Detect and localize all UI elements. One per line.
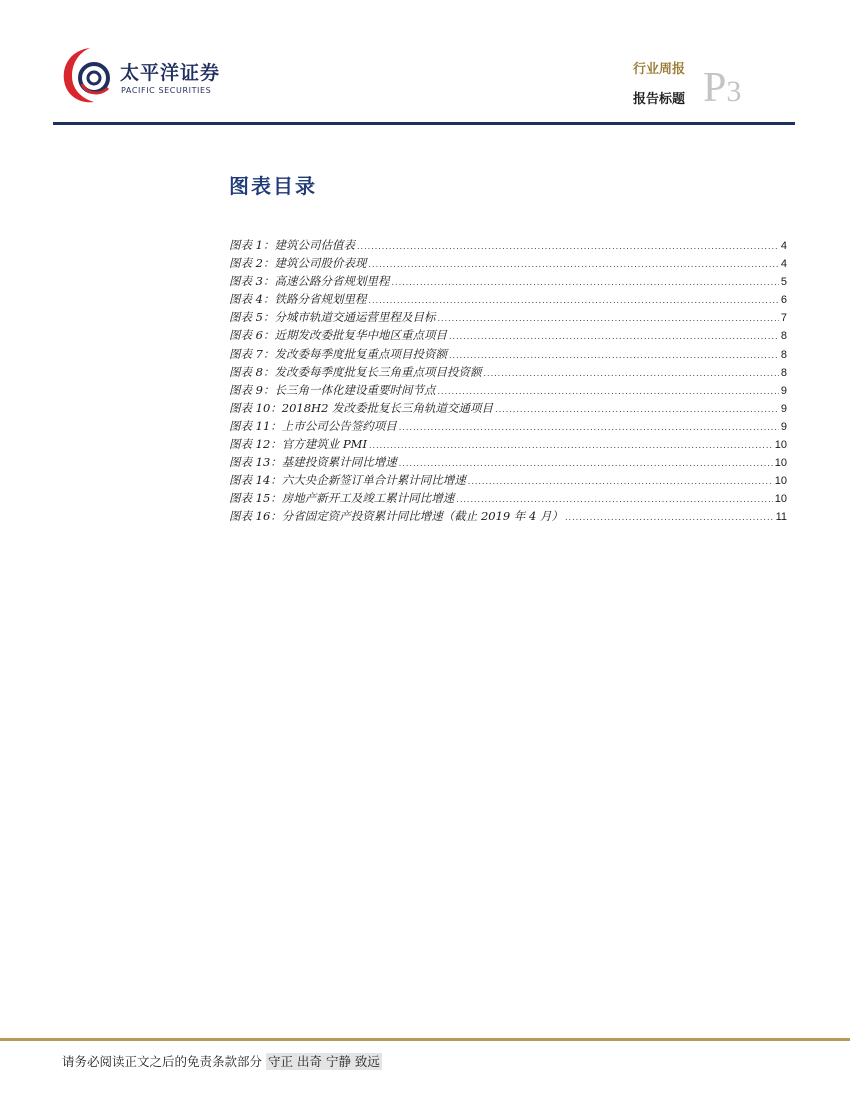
toc-entry-page[interactable]: 8 <box>780 366 787 379</box>
toc-entry-label[interactable]: 图表 2：建筑公司股价表现 <box>229 256 367 271</box>
toc-list <box>229 237 787 527</box>
toc-entry[interactable] <box>229 382 787 400</box>
toc-entry-label[interactable]: 图表 10：2018H2 发改委批复长三角轨道交通项目 <box>229 400 494 415</box>
toc-entry-label[interactable]: 图表 4：铁路分省规划里程 <box>229 292 367 307</box>
toc-entry[interactable] <box>229 400 787 418</box>
toc-entry[interactable] <box>229 273 787 291</box>
toc-entry-page[interactable]: 7 <box>780 312 787 325</box>
toc-entry-page[interactable]: 10 <box>774 457 787 470</box>
toc-entry-label[interactable]: 图表 13：基建投资累计同比增速 <box>229 455 397 470</box>
toc-title: 图表目录 <box>229 174 317 198</box>
toc-entry[interactable] <box>229 364 787 382</box>
toc-entry-label[interactable]: 图表 6：近期发改委批复华中地区重点项目 <box>229 328 447 343</box>
toc-entry[interactable] <box>229 346 787 364</box>
toc-dot-leader <box>449 351 779 360</box>
toc-entry[interactable] <box>229 418 787 436</box>
toc-dot-leader <box>399 459 773 468</box>
toc-entry[interactable] <box>229 508 787 526</box>
page-digit: 3 <box>726 75 742 108</box>
company-name-cn: 太平洋证券 <box>120 62 221 84</box>
toc-entry-page[interactable]: 8 <box>780 348 787 361</box>
toc-entry-page[interactable]: 4 <box>780 240 787 252</box>
toc-dot-leader <box>357 242 779 251</box>
toc-entry-page[interactable]: 9 <box>780 420 787 433</box>
toc-entry-label[interactable]: 图表 5：分城市轨道交通运营里程及目标 <box>229 310 436 325</box>
pacific-securities-logo-icon <box>60 44 116 106</box>
footer <box>62 1052 382 1070</box>
toc-entry[interactable] <box>229 327 787 345</box>
toc-entry-page[interactable]: 9 <box>780 402 787 415</box>
toc-entry-page[interactable]: 6 <box>780 294 787 307</box>
report-type: 行业周报 <box>632 62 685 77</box>
footer-disclaimer: 请务必阅读正文之后的免责条款部分 <box>62 1054 263 1069</box>
toc-dot-leader <box>368 260 778 269</box>
page-number <box>703 64 741 112</box>
toc-entry-page[interactable]: 8 <box>780 330 787 343</box>
toc-dot-leader <box>437 387 778 396</box>
toc-entry[interactable] <box>229 454 787 472</box>
toc-entry-page[interactable]: 10 <box>774 493 787 506</box>
toc-dot-leader <box>565 513 774 522</box>
toc-dot-leader <box>483 369 778 378</box>
toc-entry-label[interactable]: 图表 16：分省固定资产投资累计同比增速（截止 2019 年 4 月） <box>229 509 563 524</box>
toc-dot-leader <box>368 296 778 305</box>
header-divider <box>53 122 795 125</box>
toc-entry[interactable] <box>229 436 787 454</box>
toc-entry[interactable] <box>229 291 787 309</box>
company-name-en: PACIFIC SECURITIES <box>121 86 212 95</box>
toc-dot-leader <box>456 495 772 504</box>
toc-dot-leader <box>495 405 779 414</box>
toc-entry-page[interactable]: 10 <box>774 475 787 488</box>
toc-dot-leader <box>391 278 778 287</box>
toc-entry-label[interactable]: 图表 15：房地产新开工及竣工累计同比增速 <box>229 491 455 506</box>
toc-entry-page[interactable]: 10 <box>774 439 787 452</box>
toc-entry-label[interactable]: 图表 12：官方建筑业 PMI <box>229 437 367 452</box>
toc-entry-label[interactable]: 图表 7：发改委每季度批复重点项目投资额 <box>229 346 447 361</box>
report-title: 报告标题 <box>632 92 685 107</box>
toc-entry-label[interactable]: 图表 1：建筑公司估值表 <box>229 238 355 252</box>
toc-entry-label[interactable]: 图表 3：高速公路分省规划里程 <box>229 274 390 289</box>
toc-dot-leader <box>437 314 778 323</box>
toc-entry-page[interactable]: 11 <box>775 511 787 524</box>
toc-entry[interactable] <box>229 472 787 490</box>
toc-entry-label[interactable]: 图表 11：上市公司公告签约项目 <box>229 418 397 433</box>
toc-entry-label[interactable]: 图表 14：六大央企新签订单合计累计同比增速 <box>229 473 466 488</box>
toc-dot-leader <box>468 477 773 486</box>
toc-entry-page[interactable]: 9 <box>780 384 787 397</box>
toc-entry[interactable] <box>229 490 787 508</box>
toc-dot-leader <box>369 441 773 450</box>
footer-divider <box>0 1038 850 1041</box>
footer-motto: 守正 出奇 宁静 致远 <box>268 1054 380 1069</box>
company-logo <box>60 44 290 114</box>
toc-entry[interactable] <box>229 309 787 327</box>
toc-entry-label[interactable]: 图表 8：发改委每季度批复长三角重点项目投资额 <box>229 364 482 379</box>
toc-dot-leader <box>399 423 779 432</box>
toc-entry[interactable] <box>229 255 787 273</box>
toc-entry-label[interactable]: 图表 9：长三角一体化建设重要时间节点 <box>229 382 436 397</box>
toc-entry-page[interactable]: 4 <box>780 258 787 271</box>
toc-dot-leader <box>449 332 779 341</box>
page-letter: P <box>703 65 727 111</box>
toc-entry-page[interactable]: 5 <box>780 276 787 289</box>
toc-entry[interactable] <box>229 237 787 255</box>
